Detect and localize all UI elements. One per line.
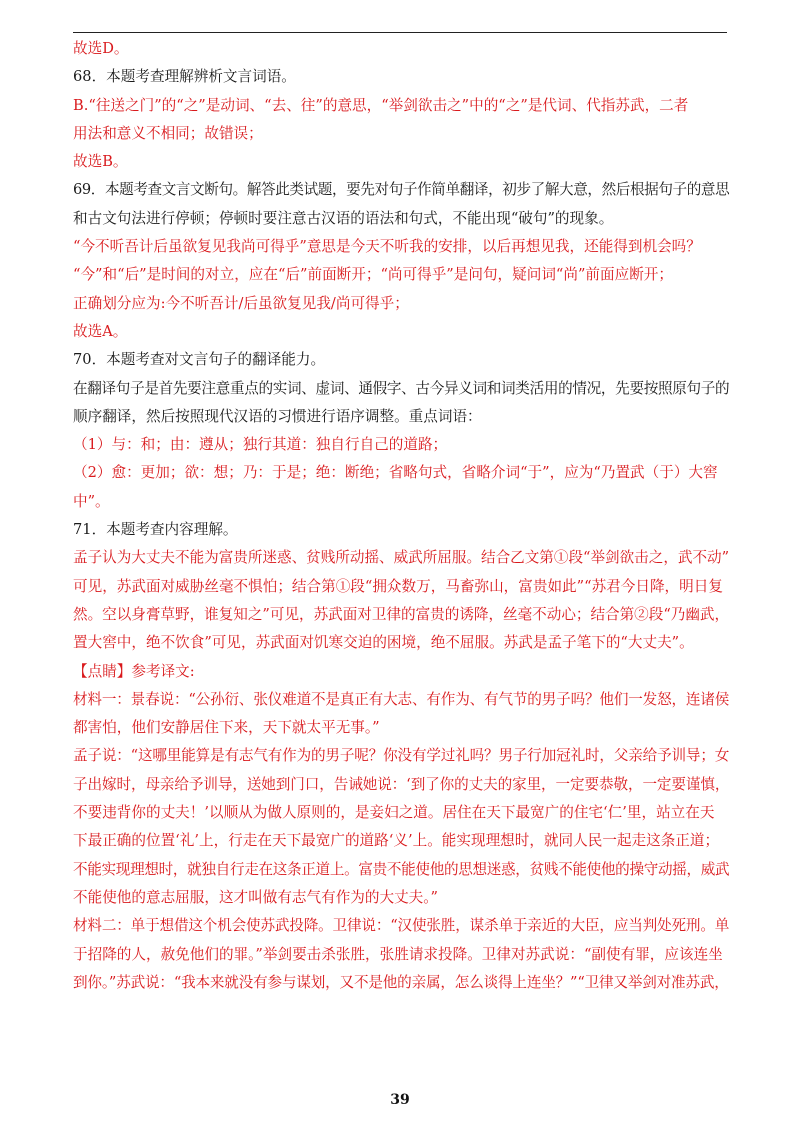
document-body <box>73 35 729 997</box>
text-line: 在翻译句子是首先要注意重点的实词、虚词、通假字、古今异义词和词类活用的情况，先要按照原句子的 <box>73 379 730 397</box>
text-line: 用法和意义不相同；故错误； <box>73 124 263 142</box>
text-line: 孟子认为大丈夫不能为富贵所迷惑、贫贱所动摇、威武所屈服。结合乙文第①段“举剑欲击之，武不动” <box>73 549 730 567</box>
text-line: 中”。 <box>73 492 110 510</box>
text-line: 不能实现理想时，就独自行走在这条正道上。富贵不能使他的思想迷惑，贫贱不能使他的操守动摇，威武 <box>73 860 730 878</box>
text-line: 68．本题考查理解辨析文言词语。 <box>73 68 296 86</box>
text-line: 不要违背你的丈夫！’以顺从为做人原则的，是妾妇之道。居住在天下最宽广的住宅‘仁’里，站立在天 <box>73 804 715 822</box>
text-line: 然。空以身膏草野，谁复知之”可见，苏武面对卫律的富贵的诱降，丝毫不动心；结合第②段“乃幽武， <box>73 605 730 623</box>
text-line: 70．本题考查对文言句子的翻译能力。 <box>73 351 326 369</box>
text-line: 下最正确的位置‘礼’上，行走在天下最宽广的道路‘义’上。能实现理想时，就同人民一起走这条正道； <box>73 832 720 850</box>
text-line: “今不听吾计后虽欲复见我尚可得乎”意思是今天不听我的安排，以后再想见我，还能得到机会吗？ <box>73 238 701 256</box>
text-line: 材料一：景春说：“公孙衍、张仪难道不是真正有大志、有作为、有气节的男子吗？他们一发怒，连诸侯 <box>73 690 730 708</box>
text-line: 材料二：单于想借这个机会使苏武投降。卫律说：“汉使张胜，谋杀单于亲近的大臣，应当判处死刑。单 <box>73 917 730 935</box>
text-line: 子出嫁时，母亲给予训导，送她到门口，告诫她说：‘到了你的丈夫的家里，一定要恭敬，一定要谨慎， <box>73 775 730 793</box>
text-line: 孟子说：“这哪里能算是有志气有作为的男子呢？你没有学过礼吗？男子行加冠礼时，父亲给予训导；女 <box>73 747 730 765</box>
text-line: 可见，苏武面对威胁丝毫不惧怕；结合第①段“拥众数万，马畜弥山，富贵如此”“苏君今日降，明日复 <box>73 577 723 595</box>
text-line: 到你。”苏武说：“我本来就没有参与谋划，又不是他的亲属，怎么谈得上连坐？”“卫律又举剑对准苏武， <box>73 973 729 991</box>
text-line: （2）愈：更加；欲：想；乃：于是；绝：断绝；省略句式，省略介词“于”，应为“乃置武（于）大窖 <box>73 464 718 482</box>
text-line: 正确划分应为:今不听吾计/后虽欲复见我/尚可得乎； <box>73 294 409 312</box>
header-rule <box>73 32 727 33</box>
text-line: 71．本题考查内容理解。 <box>73 521 238 539</box>
text-line: 故选D。 <box>73 40 129 57</box>
text-line: （1）与：和；由：遵从；独行其道：独自行自己的道路； <box>73 436 448 454</box>
text-line: 置大窖中，绝不饮食”可见，苏武面对饥寒交迫的困境，绝不屈服。苏武是孟子笔下的“大丈夫”。 <box>73 634 694 652</box>
text-line: 不能使他的意志屈服，这才叫做有志气有作为的大丈夫。” <box>73 888 439 906</box>
text-line: 和古文句法进行停顿；停顿时要注意古汉语的语法和句式，不能出现“破句”的现象。 <box>73 209 614 227</box>
text-line: “今”和“后”是时间的对立，应在“后”前面断开；“尚可得乎”是问句，疑问词“尚”前面应断开； <box>73 266 673 284</box>
text-line: 故选A。 <box>73 322 128 340</box>
text-line: 都害怕，他们安静居住下来，天下就太平无事。” <box>73 719 380 737</box>
text-line: 顺序翻译，然后按照现代汉语的习惯进行语序调整。重点词语： <box>73 407 482 425</box>
text-line: 故选B。 <box>73 153 128 171</box>
text-line: 69．本题考查文言文断句。解答此类试题，要先对句子作简单翻译，初步了解大意，然后根据句子的意思 <box>73 181 730 199</box>
page-number: 39 <box>390 1092 410 1108</box>
text-line: 于招降的人，赦免他们的罪。”举剑要击杀张胜，张胜请求投降。卫律对苏武说：“副使有罪，应该连坐 <box>73 945 723 963</box>
text-line: B.“往送之门”的“之”是动词、“去、往”的意思，“举剑欲击之”中的“之”是代词、代指苏武，二者 <box>73 96 689 114</box>
text-line: 【点睛】参考译文: <box>73 662 195 680</box>
